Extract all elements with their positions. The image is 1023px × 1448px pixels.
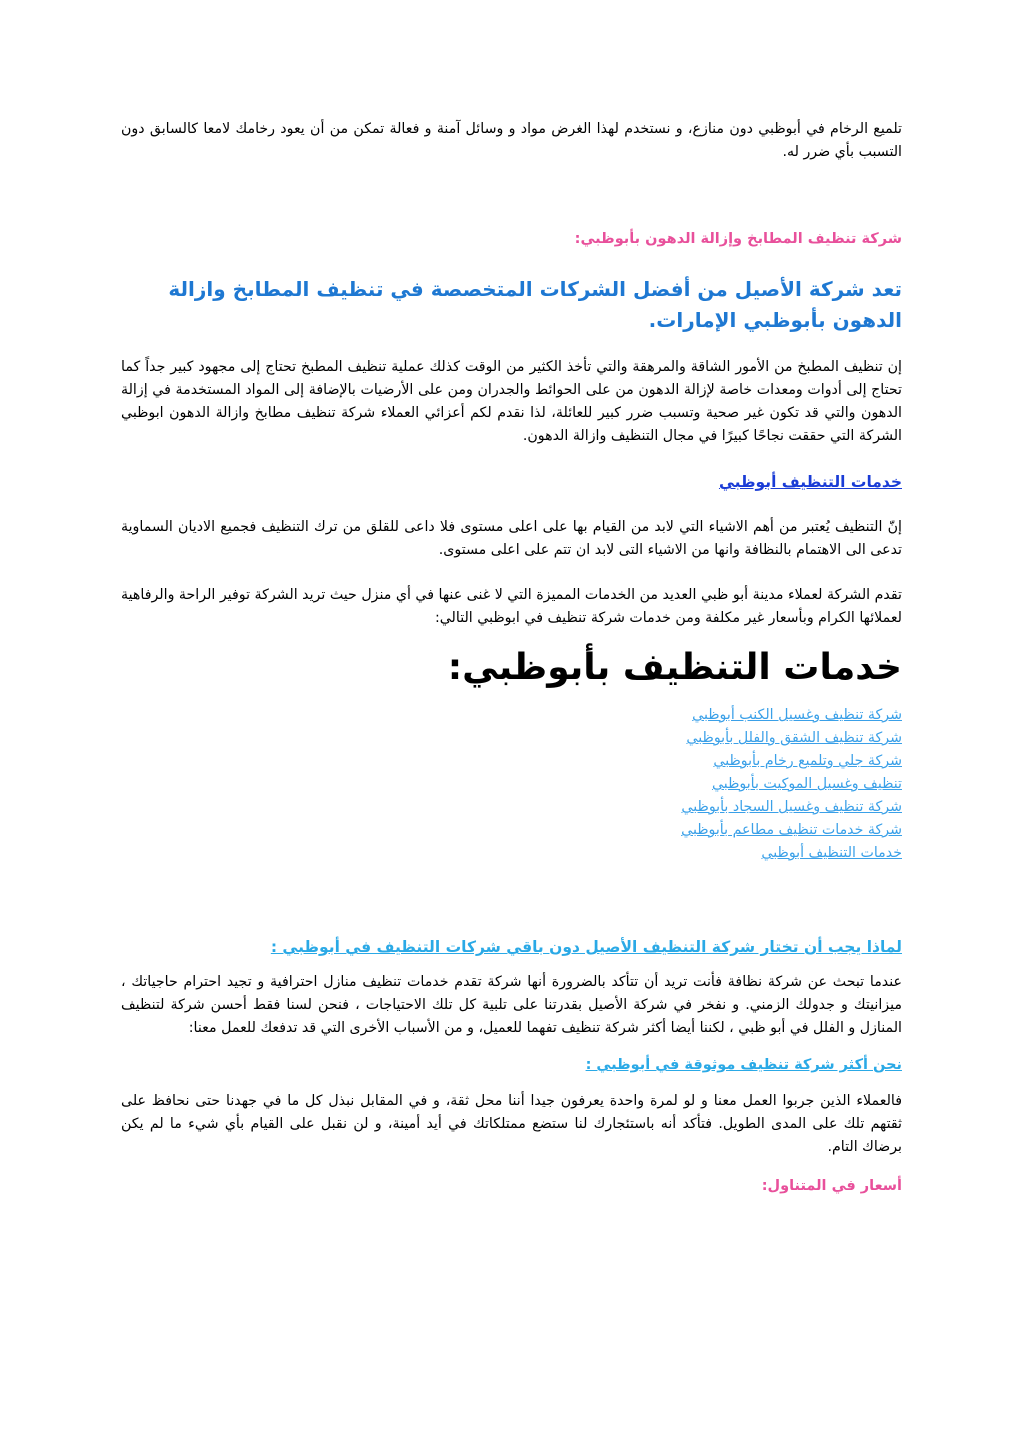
service-links-list	[121, 704, 902, 865]
list-item	[121, 842, 902, 865]
service-link-carpet[interactable]: شركة تنظيف وغسيل السجاد بأبوظبي	[681, 799, 902, 815]
prices-heading: أسعار في المتناول:	[761, 1178, 902, 1194]
service-link-apartments[interactable]: شركة تنظيف الشقق والفلل بأبوظبي	[686, 730, 902, 746]
kitchen-heading: شركة تنظيف المطابخ وإزالة الدهون بأبوظبي:	[574, 231, 902, 247]
trusted-paragraph: فالعملاء الذين جربوا العمل معنا و لو لمرة واحدة يعرفون جيدا أننا محل ثقة، و في المقابل نبذل كل ما في جهدنا حتى نحافظ على ثقتهم تلك على المدى الطويل. فتأكد أنه باستئجارك لنا ستضع ممتلكاتك في أيد أمينة، و لن نقبل على القيام بأي شيء ما لم يكن برضاك التام.	[121, 1093, 902, 1155]
kitchen-big-heading: تعد شركة الأصيل من أفضل الشركات المتخصصة في تنظيف المطابخ وازالة الدهون بأبوظبي الإمارات.	[168, 277, 902, 332]
list-item	[121, 727, 902, 750]
service-link-moquette[interactable]: تنظيف وغسيل الموكيت بأبوظبي	[711, 776, 902, 792]
services-link-heading[interactable]: خدمات التنظيف أبوظبي	[718, 473, 902, 491]
services-paragraph-1: إنّ التنظيف يُعتبر من أهم الاشياء التي لابد من القيام بها على اعلى مستوى فلا داعى للقلق من ترك التنظيف فجميع الاديان السماوية تدعى الى الاهتمام بالنظافة وانها من الاشياء التى لابد ان تتم على اعلى مستوى.	[121, 519, 902, 558]
list-item	[121, 819, 902, 842]
kitchen-paragraph: إن تنظيف المطبخ من الأمور الشاقة والمرهقة والتي تأخذ الكثير من الوقت كذلك عملية تنظيف المطبخ تحتاج إلى مجهود كبير جداً كما تحتاج إلى أدوات ومعدات خاصة لإزالة الدهون من على الحوائط والجدران ومن على الأرضيات بالإضافة إلى المواد المستخدمة في إزالة الدهون والتي قد تكون غير صحية وتسبب ضرر كبير للعائلة، لذا نقدم لكم أعزائي العملاء شركة تنظيف مطابخ وازالة الدهون ابوظبي الشركة التي حققت نجاحًا كبيرًا في مجال التنظيف وازالة الدهون.	[121, 359, 902, 444]
list-item	[121, 773, 902, 796]
service-link-marble[interactable]: شركة جلي وتلميع رخام بأبوظبي	[713, 753, 902, 769]
intro-paragraph: تلميع الرخام في أبوظبي دون منازع، و نستخدم لهذا الغرض مواد و وسائل آمنة و فعالة تمكن من أن يعود رخامك لامعا كالسابق دون التسبب بأي ضرر له.	[121, 121, 902, 160]
list-item	[121, 750, 902, 773]
services-link-heading-wrap	[121, 470, 902, 494]
service-link-restaurants[interactable]: شركة خدمات تنظيف مطاعم بأبوظبي	[681, 822, 902, 838]
list-item	[121, 704, 902, 727]
services-paragraph-2: تقدم الشركة لعملاء مدينة أبو ظبي العديد من الخدمات المميزة التي لا غنى عنها في أي منزل حيث تريد الشركة توفير الراحة والرفاهية لعملائها الكرام وبأسعار غير مكلفة ومن خدمات شركة تنظيف في ابوظبي التالي:	[121, 587, 902, 626]
service-link-sofa[interactable]: شركة تنظيف وغسيل الكنب أبوظبي	[692, 707, 902, 723]
list-item	[121, 796, 902, 819]
services-title: خدمات التنظيف بأبوظبي:	[447, 647, 902, 688]
service-link-cleaning[interactable]: خدمات التنظيف أبوظبي	[761, 845, 902, 861]
trusted-heading: نحن أكثر شركة تنظيف موثوقة في أبوظبي :	[585, 1057, 902, 1073]
why-heading: لماذا يجب أن تختار شركة التنظيف الأصيل دون باقي شركات التنظيف في أبوظبي :	[270, 938, 902, 956]
why-paragraph: عندما تبحث عن شركة نظافة فأنت تريد أن تتأكد بالضرورة أنها شركة تقدم خدمات تنظيف منازل احترافية و تجيد احترام حاجياتك ، ميزانيتك و جدولك الزمني. و نفخر في شركة الأصيل بقدرتنا على تلبية كل تلك الاحتياجات ، فنحن لسنا فقط أحسن شركة لتنظيف المنازل و الفلل في أبو ظبي ، لكننا أيضا أكثر شركة تنظيف تفهما للعميل، و من الأسباب الأخرى التي قد تدفعك للعمل معنا:	[121, 974, 902, 1036]
